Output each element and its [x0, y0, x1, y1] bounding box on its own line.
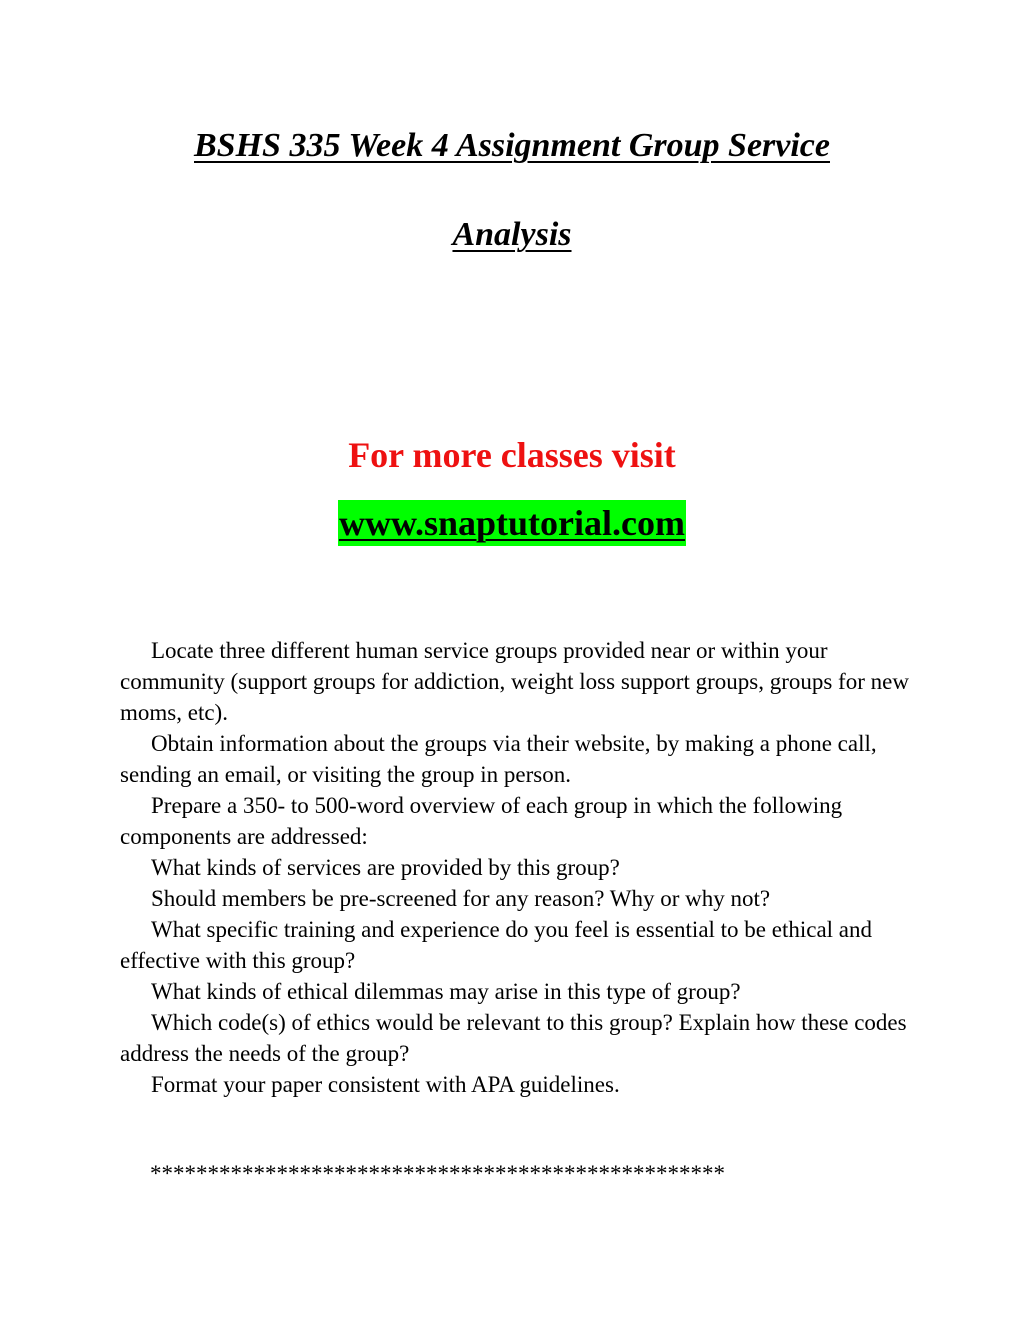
- instruction-paragraph: What specific training and experience do you feel is essential to be ethical and effective with this group?: [120, 917, 873, 973]
- asterisk-separator: **************************************************: [150, 1161, 725, 1186]
- instruction-paragraph: What kinds of services are provided by this group?: [151, 855, 620, 880]
- instruction-paragraph: Format your paper consistent with APA guidelines.: [151, 1072, 620, 1097]
- document-title-line-1: BSHS 335 Week 4 Assignment Group Service: [194, 127, 830, 164]
- instruction-paragraph: Obtain information about the groups via their website, by making a phone call, sending an email, or visiting the group in person.: [120, 731, 877, 787]
- instruction-paragraph: Prepare a 350- to 500-word overview of each group in which the following components are addressed:: [120, 793, 843, 849]
- instruction-paragraph: Which code(s) of ethics would be relevant to this group? Explain how these codes address the needs of the group?: [120, 1010, 907, 1066]
- assignment-instructions: [120, 635, 920, 1100]
- promo-link-container: [0, 500, 1024, 546]
- promo-text: For more classes visit: [348, 435, 676, 475]
- document-title-line-2: Analysis: [452, 216, 572, 253]
- instruction-paragraph: What kinds of ethical dilemmas may arise in this type of group?: [151, 979, 741, 1004]
- instruction-paragraph: Should members be pre-screened for any reason? Why or why not?: [151, 886, 771, 911]
- instruction-paragraph: Locate three different human service groups provided near or within your community (support groups for addiction, weight loss support groups, groups for new moms, etc).: [120, 638, 909, 725]
- website-link[interactable]: www.snaptutorial.com: [338, 500, 686, 546]
